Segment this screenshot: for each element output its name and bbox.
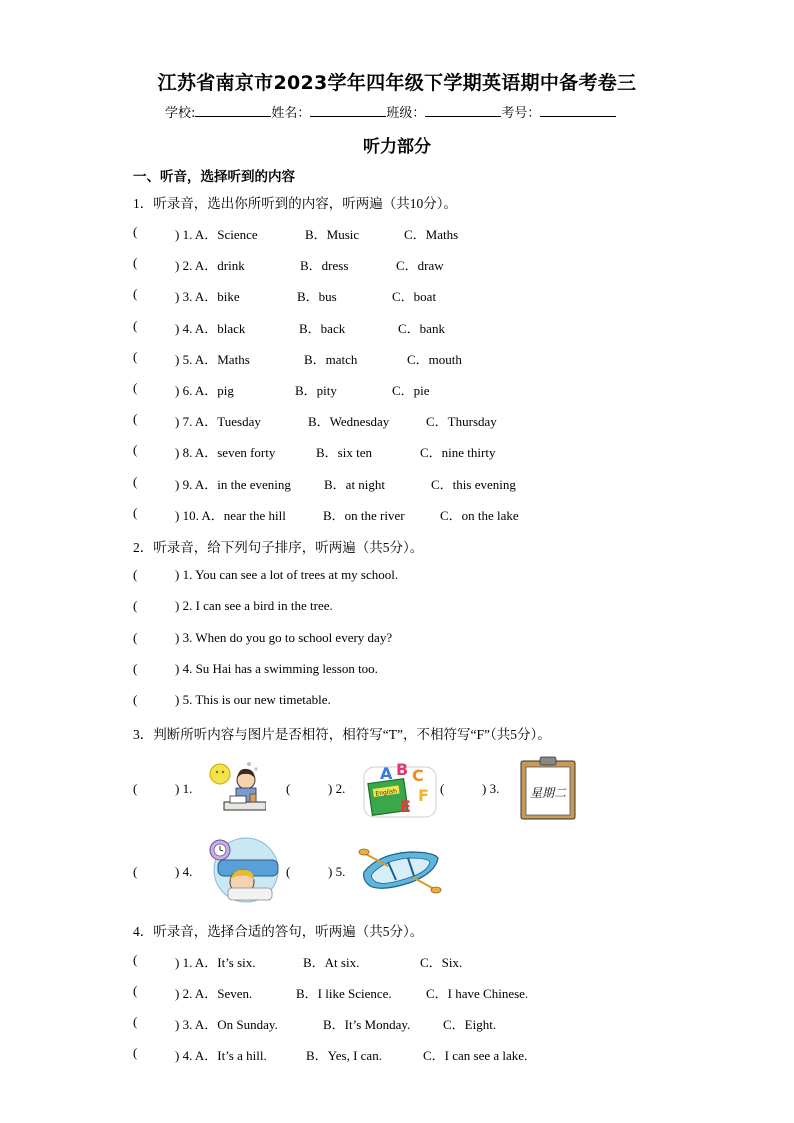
english-book-abc-picture xyxy=(360,757,440,819)
paren-open: ( xyxy=(133,317,138,333)
option-c: C．I have Chinese. xyxy=(426,986,529,1001)
option-a: ) 8. A．seven forty xyxy=(175,445,276,461)
paren-open: ( xyxy=(133,473,138,489)
answer-paren[interactable] xyxy=(133,442,137,458)
option-b: B．bus xyxy=(297,289,337,305)
option-b: B．on the river xyxy=(323,507,405,523)
option-a: ) 4. A．It’s a hill. xyxy=(175,1048,267,1063)
number-blank[interactable] xyxy=(540,104,616,117)
q3-answer-4[interactable] xyxy=(133,864,193,880)
sentence: ) 1. You can see a lot of trees at my school. xyxy=(175,567,399,582)
option-c: C．nine thirty xyxy=(420,445,496,461)
student-info-line xyxy=(165,102,616,121)
q3-heading: 3．判断所听内容与图片是否相符，相符写“T”，不相符写“F”（共5分）。 xyxy=(133,727,551,742)
class-blank[interactable] xyxy=(425,104,501,117)
option-b: B．match xyxy=(304,351,358,367)
paren-open: ( xyxy=(286,864,291,879)
option-c: C．boat xyxy=(392,289,437,305)
part-one-heading: 一、听音，选择听到的内容 xyxy=(133,169,295,185)
option-a: ) 3. A．On Sunday. xyxy=(175,1017,278,1032)
option-c: C．Eight. xyxy=(443,1017,497,1032)
paren-open: ( xyxy=(133,442,138,458)
school-blank[interactable] xyxy=(195,104,271,117)
option-b: B．back xyxy=(299,320,346,336)
school-label: 学校: xyxy=(165,106,196,121)
paren-open: ( xyxy=(133,1045,138,1060)
sentence: ) 3. When do you go to school every day? xyxy=(175,629,393,645)
option-b: B．six ten xyxy=(316,445,372,461)
section-title: 听力部分 xyxy=(363,137,431,157)
class-label: 班级： xyxy=(386,106,426,121)
answer-paren[interactable] xyxy=(133,411,137,427)
paren-open: ( xyxy=(133,286,138,302)
option-c: C．I can see a lake. xyxy=(423,1048,528,1063)
option-a: ) 2. A．drink xyxy=(175,258,245,274)
option-b: B．It’s Monday. xyxy=(323,1017,411,1032)
option-a: ) 5. A．Maths xyxy=(175,351,250,367)
clipboard-tuesday-picture xyxy=(518,755,578,821)
option-a: ) 2. A．Seven. xyxy=(175,986,253,1001)
answer-paren[interactable] xyxy=(133,567,137,583)
q3-label-3: ) 3. xyxy=(482,781,500,796)
paren-open: ( xyxy=(133,567,138,582)
option-b: B．Music xyxy=(305,227,360,242)
option-b: B．pity xyxy=(295,383,337,398)
answer-paren[interactable] xyxy=(133,380,137,396)
letter-f: F xyxy=(418,786,429,805)
q3-answer-3[interactable] xyxy=(440,781,500,797)
q3-answer-5[interactable] xyxy=(286,864,346,880)
paren-open: ( xyxy=(133,660,138,676)
sleeping-child-picture xyxy=(204,834,284,904)
answer-paren[interactable] xyxy=(133,661,137,677)
sentence: ) 2. I can see a bird in the tree. xyxy=(175,598,333,614)
sentence: ) 4. Su Hai has a swimming lesson too. xyxy=(175,660,378,676)
answer-paren[interactable] xyxy=(133,1014,137,1030)
paren-open: ( xyxy=(133,348,138,364)
paren-open: ( xyxy=(133,1014,138,1029)
option-a: ) 4. A．black xyxy=(175,320,246,336)
option-a: ) 7. A．Tuesday xyxy=(175,414,261,430)
answer-paren[interactable] xyxy=(133,630,137,646)
q3-answer-2[interactable] xyxy=(286,781,346,797)
clipboard-text: 星期二 xyxy=(529,786,567,800)
paren-open: ( xyxy=(133,692,138,708)
paren-open: ( xyxy=(133,224,138,239)
q2-heading: 2．听录音，给下列句子排序，听两遍（共5分）。 xyxy=(133,540,424,555)
name-label: 姓名： xyxy=(271,106,311,121)
answer-paren[interactable] xyxy=(133,474,137,490)
option-c: C．mouth xyxy=(407,351,462,367)
q3-label-4: ) 4. xyxy=(175,864,193,879)
option-c: C．on the lake xyxy=(440,507,519,523)
paren-open: ( xyxy=(133,864,138,879)
q3-label-2: ) 2. xyxy=(328,781,346,796)
exam-title: 江苏省南京市2023学年四年级下学期英语期中备考卷三 xyxy=(157,72,637,94)
option-b: B．at night xyxy=(324,476,386,492)
answer-paren[interactable] xyxy=(133,1045,137,1061)
name-blank[interactable] xyxy=(310,104,386,117)
paren-open: ( xyxy=(133,380,138,395)
q1-heading: 1．听录音，选出你所听到的内容，听两遍（共10分）。 xyxy=(133,196,457,211)
letter-a: A xyxy=(380,764,393,783)
paren-open: ( xyxy=(133,952,138,967)
option-c: C．pie xyxy=(392,383,430,398)
paren-open: ( xyxy=(286,781,291,796)
answer-paren[interactable] xyxy=(133,318,137,334)
paren-open: ( xyxy=(440,781,445,796)
q3-label-5: ) 5. xyxy=(328,864,346,879)
option-c: C．Six. xyxy=(420,955,463,970)
option-a: ) 10. A．near the hill xyxy=(175,507,286,523)
q3-label-1: ) 1. xyxy=(175,781,193,796)
answer-paren[interactable] xyxy=(133,692,137,708)
answer-paren[interactable] xyxy=(133,598,137,614)
option-a: ) 1. A．Science xyxy=(175,227,258,242)
paren-open: ( xyxy=(133,255,138,271)
paren-open: ( xyxy=(133,629,138,645)
answer-paren[interactable] xyxy=(133,286,137,302)
q4-heading: 4．听录音，选择合适的答句，听两遍（共5分）。 xyxy=(133,924,424,939)
option-c: C．Maths xyxy=(404,227,459,242)
option-c: C．bank xyxy=(398,320,445,336)
answer-paren[interactable] xyxy=(133,349,137,365)
letter-c: C xyxy=(412,766,424,785)
option-b: B．I like Science. xyxy=(296,986,392,1001)
option-b: B．At six. xyxy=(303,955,360,970)
answer-paren[interactable] xyxy=(133,952,137,968)
number-label: 考号： xyxy=(501,106,541,121)
letter-e: E xyxy=(400,797,411,816)
paren-open: ( xyxy=(133,983,138,998)
paren-open: ( xyxy=(133,598,138,614)
option-b: B．Wednesday xyxy=(308,414,390,430)
studying-boy-picture xyxy=(206,760,266,818)
answer-paren[interactable] xyxy=(133,983,137,999)
option-b: B．Yes, I can. xyxy=(306,1048,382,1063)
option-a: ) 9. A．in the evening xyxy=(175,476,291,492)
option-c: C．Thursday xyxy=(426,414,497,430)
q3-answer-1[interactable] xyxy=(133,781,193,797)
paren-open: ( xyxy=(133,781,138,796)
option-b: B．dress xyxy=(300,258,349,274)
option-a: ) 1. A．It’s six. xyxy=(175,955,256,970)
letter-b: B xyxy=(396,760,409,779)
sentence: ) 5. This is our new timetable. xyxy=(175,692,331,708)
option-c: C．draw xyxy=(396,258,444,274)
option-c: C．this evening xyxy=(431,476,516,492)
paren-open: ( xyxy=(133,411,138,427)
answer-paren[interactable] xyxy=(133,224,137,240)
answer-paren[interactable] xyxy=(133,255,137,271)
book-label: English xyxy=(375,787,398,798)
option-a: ) 6. A．pig xyxy=(175,383,234,398)
rowing-boat-picture xyxy=(358,846,442,896)
answer-paren[interactable] xyxy=(133,505,137,521)
paren-open: ( xyxy=(133,504,138,520)
option-a: ) 3. A．bike xyxy=(175,289,240,305)
